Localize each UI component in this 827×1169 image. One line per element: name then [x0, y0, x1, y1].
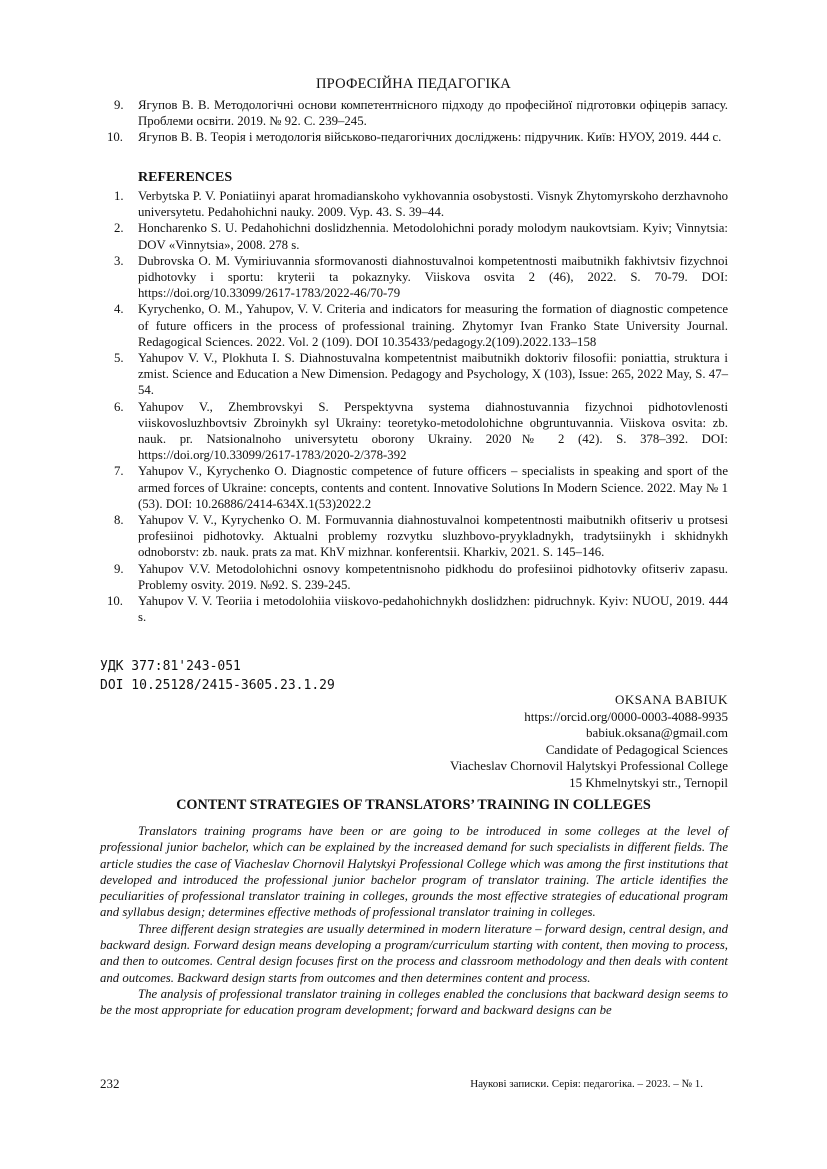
article-title: CONTENT STRATEGIES OF TRANSLATORS’ TRAINING IN COLLEGES	[176, 797, 651, 813]
list-item	[100, 97, 728, 129]
reference-number: 1.	[114, 189, 124, 203]
list-item	[100, 512, 728, 561]
list-item	[100, 399, 728, 464]
author-name: OKSANA BABIUK	[614, 692, 728, 707]
reference-number: 9.	[114, 98, 124, 112]
reference-number: 9.	[114, 561, 124, 576]
reference-text: Yahupov V., Zhembrovskyi S. Perspektyvna systema diahnostuvannia fizychnoi pidhotovlenosti viiskovosluzhbovtsiv Zbroinykh syl Ukrainy: teoretyko-metodolohichne obgruntuvannia. Viiskova osvita: zb. nauk. pr. Natsionalnoho universytetu oborony Ukrainy. 2020№ 2 (42). S. 378–392. DOI: https://doi.org/10.33099/2617-1783/2020-2/378-392	[138, 399, 728, 463]
reference-text: Ягупов В. В. Методологічні основи компетентнісного підходу до професійної підготовки офіцерів запасу. Проблеми освіти. 2019. № 92. С. 239–245.	[138, 98, 728, 129]
reference-number: 4.	[114, 302, 124, 317]
reference-text: Kyrychenko, O. M., Yahupov, V. V. Criteria and indicators for measuring the formation of diagnostic competence of future officers in the process of professional training. Zhytomyr Ivan Franko State University Journal. Redagogical Sciences. 2022. Vol. 2 (109). DOI 10.35433/pedagogy.2(109).2022.133–158	[138, 302, 728, 349]
reference-number: 10.	[107, 594, 123, 609]
author-degree: Candidate of Pedagogical Sciences	[545, 741, 728, 757]
email-link[interactable]: babiuk.oksana@gmail.com	[586, 725, 728, 741]
reference-number: 8.	[114, 513, 124, 528]
abstract	[100, 823, 728, 1019]
reference-text: Verbytska P. V. Poniatiinyi aparat hromadianskoho vykhovannia osobystosti. Visnyk Zhytomyrskoho derzhavnoho universytetu. Pedahohichni nauky. 2009. Vyp. 43. S. 39–44.	[138, 189, 728, 220]
reference-text: Yahupov V. V., Kyrychenko O. M. Formuvannia diahnostuvalnoi kompetentnosti maibutnikh ofitseriv u protsesi profesiinoi pidhotovky. Aktualni problemy rozvytku sluzhbovo-pryykladnykh, tradytsiinykh i skhidnykh odnoborstv: zb. nauk. prats za mat. KhV mizhnar. konferentsii. Kharkiv, 2021. S. 145–146.	[138, 513, 728, 560]
list-item	[100, 220, 728, 252]
list-item	[100, 561, 728, 593]
author-address: 15 Khmelnytskyi str., Ternopil	[569, 774, 728, 790]
reference-number: 5.	[114, 351, 124, 366]
list-item	[100, 129, 728, 145]
reference-text: Honcharenko S. U. Pedahohichni doslidzhennia. Metodolohichni porady molodym naukovtsiam. Kyiv; Vinnytsia: DOV «Vinnytsia», 2008. 278 s.	[138, 221, 728, 252]
reference-number: 2.	[114, 221, 124, 236]
abstract-paragraph: Translators training programs have been or are going to be introduced in some colleges at the level of professional junior bachelor, which can be explained by the increased demand for such specialists in different fields. The article studies the case of Viacheslav Chornovil Halytskyi Professional College which was among the first institutions that developed and introduced the professional junior bachelor program of translator training. The article identifies the peculiarities of professional translator training in colleges, grounds the most effective strategies of educational program and syllabus design; determines effective methods of professional translator training in colleges.	[100, 824, 728, 920]
classification-block	[100, 657, 335, 695]
list-item	[100, 301, 728, 350]
author-affiliation: Viacheslav Chornovil Halytskyi Professional College	[450, 758, 728, 774]
references-heading: REFERENCES	[138, 170, 233, 185]
reference-number: 7.	[114, 464, 124, 479]
orcid-link[interactable]: https://orcid.org/0000-0003-4088-9935	[524, 708, 728, 724]
list-item	[100, 593, 728, 625]
reference-text: Yahupov V. V., Plokhuta I. S. Diahnostuvalna kompetentnist maibutnikh doktoriv filosofii: poniattia, struktura i zmist. Science and Education a New Dimension. Pedagogy and Psychology, X (103), Issue: 265, 2022 May, S. 47–54.	[138, 351, 728, 398]
reference-text: Ягупов В. В. Теорія і методологія військово-педагогічних досліджень: підручник. Київ: НУОУ, 2019. 444 с.	[138, 130, 722, 145]
running-header: ПРОФЕСІЙНА ПЕДАГОГІКА	[316, 76, 511, 92]
top-reference-list	[100, 97, 728, 146]
reference-number: 10.	[107, 130, 123, 145]
reference-text: Yahupov V. V. Teoriia i metodolohiia viiskovo-pedahohichnykh doslidzhen: pidruchnyk. Kyiv: NUOU, 2019. 444 s.	[138, 594, 728, 625]
page-number: 232	[100, 1076, 120, 1091]
abstract-paragraph: Three different design strategies are usually determined in modern literature – forward design, central design, and backward design. Forward design means developing a program/curriculum starting with content, then moving to process, and then to outcomes. Central design focuses first on the process and classroom methodology and then deals with content and outcomes. Backward design starts from outcomes and then determines content and process.	[100, 921, 728, 985]
reference-text: Dubrovska O. M. Vymiriuvannia sformovanosti diahnostuvalnoi kompetentnosti maibutnikh fakhivtsiv fizychnoi pidhotovky i sportu: kryterii ta pokaznyky. Viiskova osvita 2 (46), 2022. S. 70-79. DOI: https://doi.org/10.33099/2617-1783/2022-46/70-79	[138, 253, 728, 301]
references-list	[100, 188, 728, 625]
doi-code: DOI 10.25128/2415-3605.23.1.29	[100, 678, 335, 693]
list-item	[100, 463, 728, 512]
abstract-paragraph: The analysis of professional translator training in colleges enabled the conclusions that backward design seems to be the most appropriate for education program development; forward and backward designs can be	[100, 986, 728, 1018]
journal-footer: Наукові записки. Серія: педагогіка. – 2023. – № 1.	[470, 1078, 703, 1090]
reference-text: Yahupov V., Kyrychenko O. Diagnostic competence of future officers – specialists in speaking and sport of the armed forces of Ukraine: concepts, contents and content. Innovative Solutions In Modern Science. 2022. May № 1 (53). DOI: 10.26886/2414-634X.1(53)2022.2	[138, 464, 728, 511]
udc-code: УДК 377:81'243-051	[100, 659, 241, 674]
list-item	[100, 253, 728, 302]
list-item	[100, 188, 728, 220]
author-block	[450, 692, 728, 792]
list-item	[100, 350, 728, 399]
reference-number: 3.	[114, 253, 124, 268]
reference-text: Yahupov V.V. Metodolohichni osnovy kompetentnisnoho pidkhodu do profesiinoi pidhotovky ofitseriv zapasu. Problemy osvity. 2019. №92. S. 239-245.	[138, 561, 728, 592]
reference-number: 6.	[114, 399, 124, 414]
